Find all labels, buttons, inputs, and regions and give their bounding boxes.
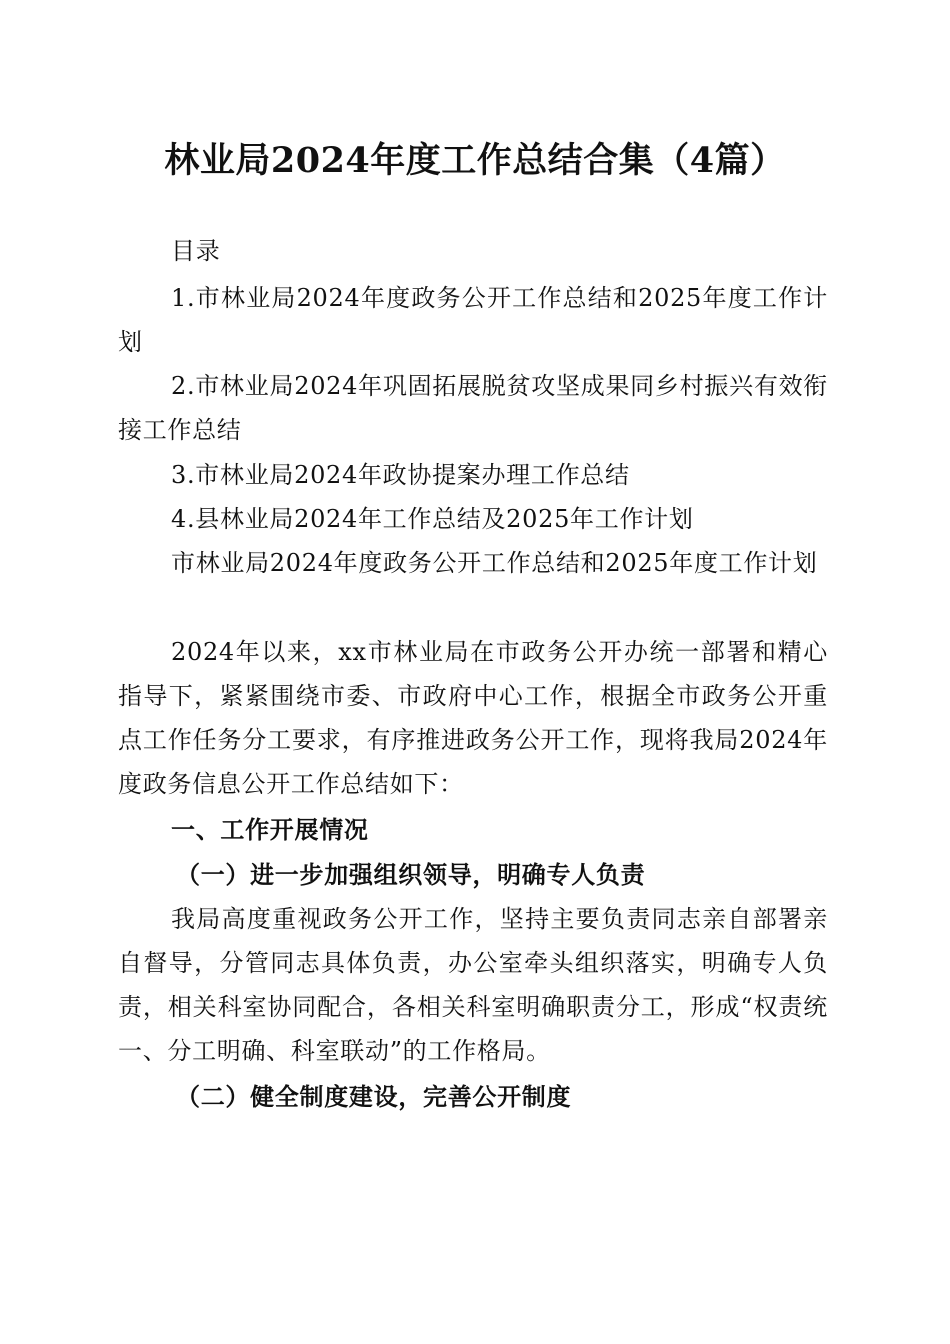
section-heading-1: 一、工作开展情况 [171, 816, 369, 844]
article-title: 市林业局2024年度政务公开工作总结和2025年度工作计划 [171, 549, 818, 577]
body-paragraph-1: 我局高度重视政务公开工作，坚持主要负责同志亲自部署亲自督导，分管同志具体负责，办公室牵头组织落实，明确专人负责，相关科室协同配合，各相关科室明确职责分工，形成“权责统一、分工明确、科室联动”的工作格局。 [118, 905, 828, 1065]
toc-item-1: 1.市林业局2024年度政务公开工作总结和2025年度工作计划 [118, 284, 828, 356]
toc-item-2: 2.市林业局2024年巩固拓展脱贫攻坚成果同乡村振兴有效衔接工作总结 [118, 372, 828, 444]
toc-item-3: 3.市林业局2024年政协提案办理工作总结 [171, 461, 630, 489]
document-title: 林业局2024年度工作总结合集（4篇） [164, 140, 786, 181]
intro-paragraph: 2024年以来，xx市林业局在市政务公开办统一部署和精心指导下，紧紧围绕市委、市政府中心工作，根据全市政务公开重点工作任务分工要求，有序推进政务公开工作，现将我局2024年度政务信息公开工作总结如下： [118, 638, 828, 798]
toc-item-4: 4.县林业局2024年工作总结及2025年工作计划 [171, 505, 694, 533]
subsection-heading-2: （二）健全制度建设，完善公开制度 [176, 1082, 572, 1111]
toc-heading: 目录 [171, 237, 221, 265]
subsection-heading-1: （一）进一步加强组织领导，明确专人负责 [176, 860, 646, 889]
